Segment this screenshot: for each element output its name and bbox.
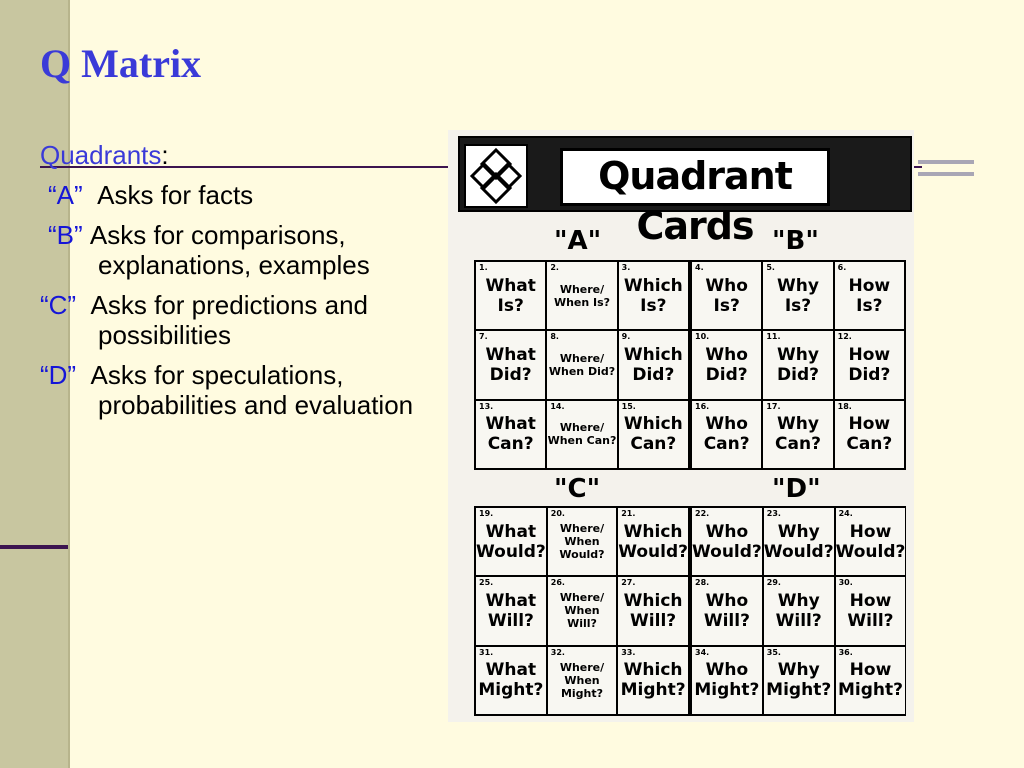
quadrant-a-title: "A" (554, 226, 602, 256)
question-card (692, 262, 761, 329)
question-card (476, 508, 546, 575)
quadrant-label: “D” (40, 360, 77, 390)
card-question: Why Can? (775, 414, 821, 455)
card-number: 12. (837, 332, 852, 342)
quadrant-c-title: "C" (554, 474, 601, 504)
heading-colon: : (161, 140, 169, 170)
card-question: Why Would? (763, 521, 834, 562)
card-question: Where/ When Will? (559, 591, 605, 631)
card-number: 25. (479, 578, 494, 588)
card-question: Who Can? (703, 414, 750, 455)
card-question: How Would? (835, 521, 906, 562)
quadrant-cards-banner (458, 136, 912, 248)
card-number: 36. (838, 647, 853, 657)
question-card (763, 331, 832, 398)
question-card (547, 401, 616, 468)
card-question: Where/ When Can? (547, 421, 617, 448)
right-rule-stub (914, 166, 922, 168)
card-number: 3. (621, 263, 631, 272)
question-card (619, 331, 688, 398)
card-number: 30. (838, 578, 853, 588)
card-number: 16. (695, 401, 710, 411)
card-question: Who Is? (705, 275, 748, 316)
quadrant-label: “A” (48, 180, 83, 210)
right-accent-bar-bottom (918, 172, 974, 176)
card-number: 34. (695, 647, 710, 657)
question-card (692, 331, 761, 398)
question-card (548, 647, 616, 714)
card-number: 13. (479, 401, 494, 411)
card-number: 11. (766, 332, 781, 342)
card-number: 28. (695, 578, 710, 588)
card-number: 19. (479, 509, 494, 518)
question-card (618, 577, 688, 644)
card-number: 4. (695, 263, 704, 272)
card-question: Which Did? (623, 344, 683, 385)
question-card (836, 577, 906, 644)
question-card (619, 262, 688, 329)
question-card (764, 508, 834, 575)
card-question: Who Did? (705, 344, 748, 385)
card-number: 7. (479, 332, 488, 342)
card-number: 9. (621, 332, 631, 342)
quadrant-description: Asks for speculations, probabilities and evaluation (90, 360, 414, 420)
card-number: 22. (695, 509, 710, 518)
card-question: Why Will? (775, 590, 822, 631)
question-card (764, 577, 834, 644)
card-question: What Is? (485, 275, 536, 316)
quadrant-item-b (40, 220, 460, 280)
card-question: Which Would? (618, 521, 688, 562)
question-card (476, 401, 545, 468)
question-card (618, 508, 688, 575)
banner-title: Quadrant Cards (560, 148, 830, 206)
quadrant-b-grid (690, 260, 906, 470)
diamond-logo-icon (464, 144, 528, 208)
quadrant-c-grid (474, 506, 690, 716)
card-number: 17. (766, 401, 781, 411)
card-question: How Will? (847, 590, 894, 631)
card-question: What Can? (485, 414, 536, 455)
quadrant-cards-image (448, 130, 914, 722)
card-number: 21. (621, 509, 636, 518)
card-question: Which Might? (620, 660, 686, 701)
card-number: 2. (550, 263, 559, 272)
card-question: Where/ When Might? (559, 660, 605, 700)
card-question: Why Did? (777, 344, 819, 385)
quadrant-description: Asks for facts (97, 180, 254, 210)
question-card (835, 401, 904, 468)
quadrant-description: Asks for predictions and possibilities (90, 290, 369, 350)
slide-title: Q Matrix (40, 41, 202, 86)
card-question: What Will? (485, 590, 537, 631)
quadrants-heading-row (40, 140, 460, 170)
question-card (547, 331, 616, 398)
quadrant-d-title: "D" (772, 474, 821, 504)
quadrant-a-grid (474, 260, 690, 470)
card-number: 14. (550, 401, 565, 411)
card-question: Who Will? (703, 590, 750, 631)
question-card (692, 401, 761, 468)
card-number: 6. (837, 263, 847, 272)
card-question: How Might? (837, 660, 903, 701)
card-question: What Might? (478, 660, 544, 701)
quadrant-b-title: "B" (772, 226, 819, 256)
card-question: Which Is? (623, 275, 683, 316)
question-card (692, 647, 762, 714)
card-question: How Did? (848, 344, 891, 385)
question-card (764, 647, 834, 714)
question-card (836, 647, 906, 714)
card-number: 10. (695, 332, 710, 342)
card-question: Where/ When Would? (559, 522, 605, 562)
card-question: Why Is? (777, 275, 819, 316)
card-number: 26. (550, 578, 565, 588)
quadrant-label: “B” (48, 220, 83, 250)
quadrant-item-c (40, 290, 460, 350)
question-card (763, 262, 832, 329)
question-card (547, 262, 616, 329)
card-number: 18. (837, 401, 852, 411)
card-question: What Did? (485, 344, 536, 385)
card-number: 29. (766, 578, 781, 588)
card-question: Which Will? (623, 590, 683, 631)
card-number: 35. (766, 647, 781, 657)
card-question: How Is? (848, 275, 891, 316)
quadrant-item-d (40, 360, 460, 420)
question-card (476, 577, 546, 644)
card-number: 27. (621, 578, 636, 588)
question-card (618, 647, 688, 714)
card-number: 20. (550, 509, 565, 518)
left-accent-line (0, 545, 68, 549)
question-card (835, 331, 904, 398)
quadrant-d-grid (690, 506, 906, 716)
quadrant-item-a (40, 180, 460, 210)
card-question: Who Might? (694, 660, 760, 701)
card-number: 5. (766, 263, 775, 272)
question-card (836, 508, 906, 575)
card-question: What Would? (476, 521, 546, 562)
question-card (835, 262, 904, 329)
card-question: Why Might? (766, 660, 832, 701)
card-number: 24. (838, 509, 853, 518)
question-card (619, 401, 688, 468)
question-card (476, 262, 545, 329)
quadrants-heading: Quadrants (40, 140, 162, 170)
card-question: Which Can? (623, 414, 683, 455)
question-card (763, 401, 832, 468)
card-number: 8. (550, 332, 559, 342)
right-accent-bar-top (918, 160, 974, 164)
card-question: How Can? (846, 414, 893, 455)
card-number: 32. (550, 647, 565, 657)
card-number: 33. (621, 647, 636, 657)
card-number: 23. (766, 509, 781, 518)
slide-body (40, 140, 460, 430)
question-card (548, 508, 616, 575)
card-question: Where/ When Is? (553, 282, 611, 309)
card-number: 15. (621, 401, 636, 411)
quadrant-description: Asks for comparisons, explanations, examples (89, 220, 370, 280)
question-card (692, 508, 762, 575)
card-question: Where/ When Did? (548, 351, 616, 378)
quadrant-label: “C” (40, 290, 77, 320)
question-card (692, 577, 762, 644)
question-card (548, 577, 616, 644)
question-card (476, 647, 546, 714)
card-number: 1. (479, 263, 488, 272)
card-question: Who Would? (692, 521, 762, 562)
card-number: 31. (479, 647, 494, 657)
question-card (476, 331, 545, 398)
